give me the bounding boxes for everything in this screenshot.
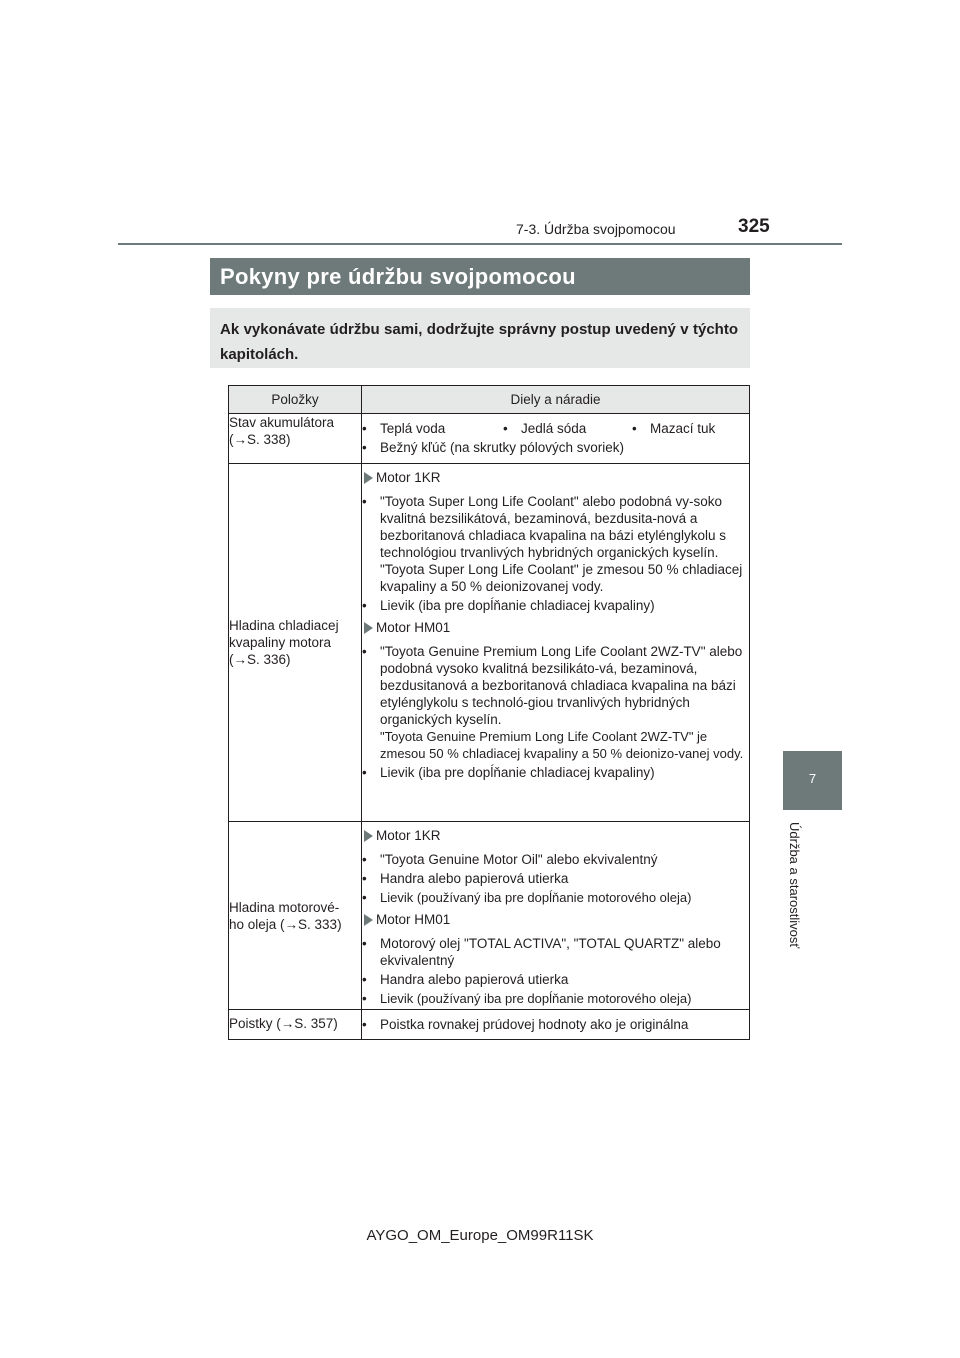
list-item bbox=[362, 643, 749, 762]
triangle-marker-icon bbox=[364, 914, 373, 926]
item-text: (→S. 338) bbox=[229, 432, 291, 447]
table-row-fuses bbox=[229, 1010, 750, 1040]
parts-cell-fuses bbox=[362, 1010, 750, 1040]
list-item bbox=[362, 597, 749, 614]
engine-label: Motor HM01 bbox=[376, 620, 451, 635]
list-item-text: Mazací tuk bbox=[650, 421, 716, 436]
parts-cell-coolant bbox=[362, 464, 750, 822]
item-cell-fuses bbox=[229, 1010, 362, 1040]
engine-label: Motor 1KR bbox=[376, 828, 441, 843]
maintenance-parts-table bbox=[228, 385, 750, 1040]
list-item-text: Jedlá sóda bbox=[521, 421, 587, 436]
item-text: Poistky (→S. 357) bbox=[229, 1016, 338, 1031]
list-item-text: Lievik (používaný iba pre dopĺňanie motorového oleja) bbox=[380, 890, 692, 905]
list-item-text: Handra alebo papierová utierka bbox=[380, 972, 569, 987]
list-item bbox=[362, 851, 749, 868]
section-heading: 7-3. Údržba svojpomocou bbox=[516, 221, 676, 237]
item-cell-battery bbox=[229, 414, 362, 464]
chapter-label: Údržba a starostlivosť bbox=[787, 822, 802, 949]
item-text: Stav akumulátora bbox=[229, 415, 335, 430]
list-item-text: Lievik (iba pre dopĺňanie chladiacej kvapaliny) bbox=[380, 765, 655, 780]
page-title: Pokyny pre údržbu svojpomocou bbox=[210, 258, 750, 295]
list-item-text: Handra alebo papierová utierka bbox=[380, 871, 569, 886]
list-item bbox=[362, 493, 749, 595]
list-item bbox=[362, 439, 749, 456]
list-item-text: Bežný kľúč (na skrutky pólových svoriek) bbox=[380, 440, 625, 455]
item-cell-oil bbox=[229, 822, 362, 1010]
bullet: • bbox=[362, 598, 367, 613]
list-item bbox=[362, 764, 749, 781]
engine-heading bbox=[362, 911, 749, 928]
bullet: • bbox=[362, 1017, 367, 1032]
bullet: • bbox=[362, 871, 367, 886]
bullet: • bbox=[362, 936, 367, 951]
parts-cell-battery bbox=[362, 414, 750, 464]
engine-label: Motor 1KR bbox=[376, 470, 441, 485]
list-item bbox=[362, 935, 749, 969]
bullet: • bbox=[362, 972, 367, 987]
bullet: • bbox=[362, 991, 367, 1006]
list-item-note: "Toyota Genuine Premium Long Life Coolant 2WZ-TV" je zmesou 50 % chladiacej kvapaliny a 50 % deionizo-vanej vody. bbox=[380, 729, 744, 761]
header-divider bbox=[118, 243, 842, 245]
list-item bbox=[362, 990, 749, 1007]
list-item bbox=[362, 1016, 749, 1033]
list-item-note: "Toyota Super Long Life Coolant" je zmesou 50 % chladiacej kvapaliny a 50 % deionizovanej vody. bbox=[380, 562, 743, 594]
bullet: • bbox=[362, 765, 367, 780]
bullet: • bbox=[503, 421, 508, 436]
table-header-row bbox=[229, 386, 750, 414]
item-text: kvapaliny motora bbox=[229, 635, 332, 650]
list-item bbox=[362, 971, 749, 988]
engine-label: Motor HM01 bbox=[376, 912, 451, 927]
triangle-marker-icon bbox=[364, 830, 373, 842]
item-text: ho oleja (→S. 333) bbox=[229, 916, 342, 932]
triangle-marker-icon bbox=[364, 472, 373, 484]
triangle-marker-icon bbox=[364, 622, 373, 634]
chapter-tab bbox=[783, 751, 842, 810]
list-item-text: "Toyota Genuine Premium Long Life Coolant 2WZ-TV" alebo podobná vysoko kvalitná bezsilikáto-vá, bezaminová, bezdusitanová a bezboritanová chladiaca kvapalina na bázi etylénglykolu s technoló-giou trvanlivých hybridných organických kyselín. bbox=[380, 644, 743, 727]
bullet: • bbox=[362, 494, 367, 509]
table-row-oil bbox=[229, 822, 750, 1010]
list-item-text: "Toyota Super Long Life Coolant" alebo podobná vy-soko kvalitná bezsilikátová, bezaminová, bezdusita-nová a bezboritanová chladiaca kvapalina na bázi etylénglykolu s technológiou trvanlivých hybridných organických kyselín. bbox=[380, 494, 726, 560]
column-header-parts: Diely a náradie bbox=[362, 386, 750, 414]
engine-heading bbox=[362, 827, 749, 844]
bullet: • bbox=[362, 852, 367, 867]
bullet: • bbox=[362, 421, 367, 436]
bullet: • bbox=[632, 421, 637, 436]
bullet: • bbox=[362, 440, 367, 455]
chapter-number: 7 bbox=[808, 771, 817, 786]
list-item-text: "Toyota Genuine Motor Oil" alebo ekvivalentný bbox=[380, 852, 658, 867]
bullet: • bbox=[362, 890, 367, 905]
item-text: (→S. 336) bbox=[229, 652, 291, 667]
item-cell-coolant bbox=[229, 464, 362, 822]
list-item-text: Motorový olej "TOTAL ACTIVA", "TOTAL QUARTZ" alebo ekvivalentný bbox=[380, 936, 721, 968]
list-item-text: Lievik (iba pre dopĺňanie chladiacej kvapaliny) bbox=[380, 598, 655, 613]
list-item bbox=[362, 889, 749, 906]
table-row-battery bbox=[229, 414, 750, 464]
parts-cell-oil bbox=[362, 822, 750, 1010]
bullet: • bbox=[362, 644, 367, 659]
document-footer: AYGO_OM_Europe_OM99R11SK bbox=[366, 1227, 594, 1244]
list-item-text: Poistka rovnakej prúdovej hodnoty ako je originálna bbox=[380, 1017, 689, 1032]
page-number: 325 bbox=[738, 216, 770, 237]
item-text: Hladina motorové- bbox=[229, 899, 340, 915]
engine-heading bbox=[362, 619, 749, 636]
intro-text: Ak vykonávate údržbu sami, dodržujte správny postup uvedený v týchto kapitolách. bbox=[210, 308, 750, 368]
column-header-items: Položky bbox=[229, 386, 362, 414]
table-row-coolant bbox=[229, 464, 750, 822]
engine-heading bbox=[362, 469, 749, 486]
list-item bbox=[362, 420, 749, 437]
list-item-text: Lievik (používaný iba pre dopĺňanie motorového oleja) bbox=[380, 991, 692, 1006]
list-item bbox=[362, 870, 749, 887]
item-text: Hladina chladiacej bbox=[229, 618, 339, 633]
list-item-text: Teplá voda bbox=[380, 421, 446, 436]
